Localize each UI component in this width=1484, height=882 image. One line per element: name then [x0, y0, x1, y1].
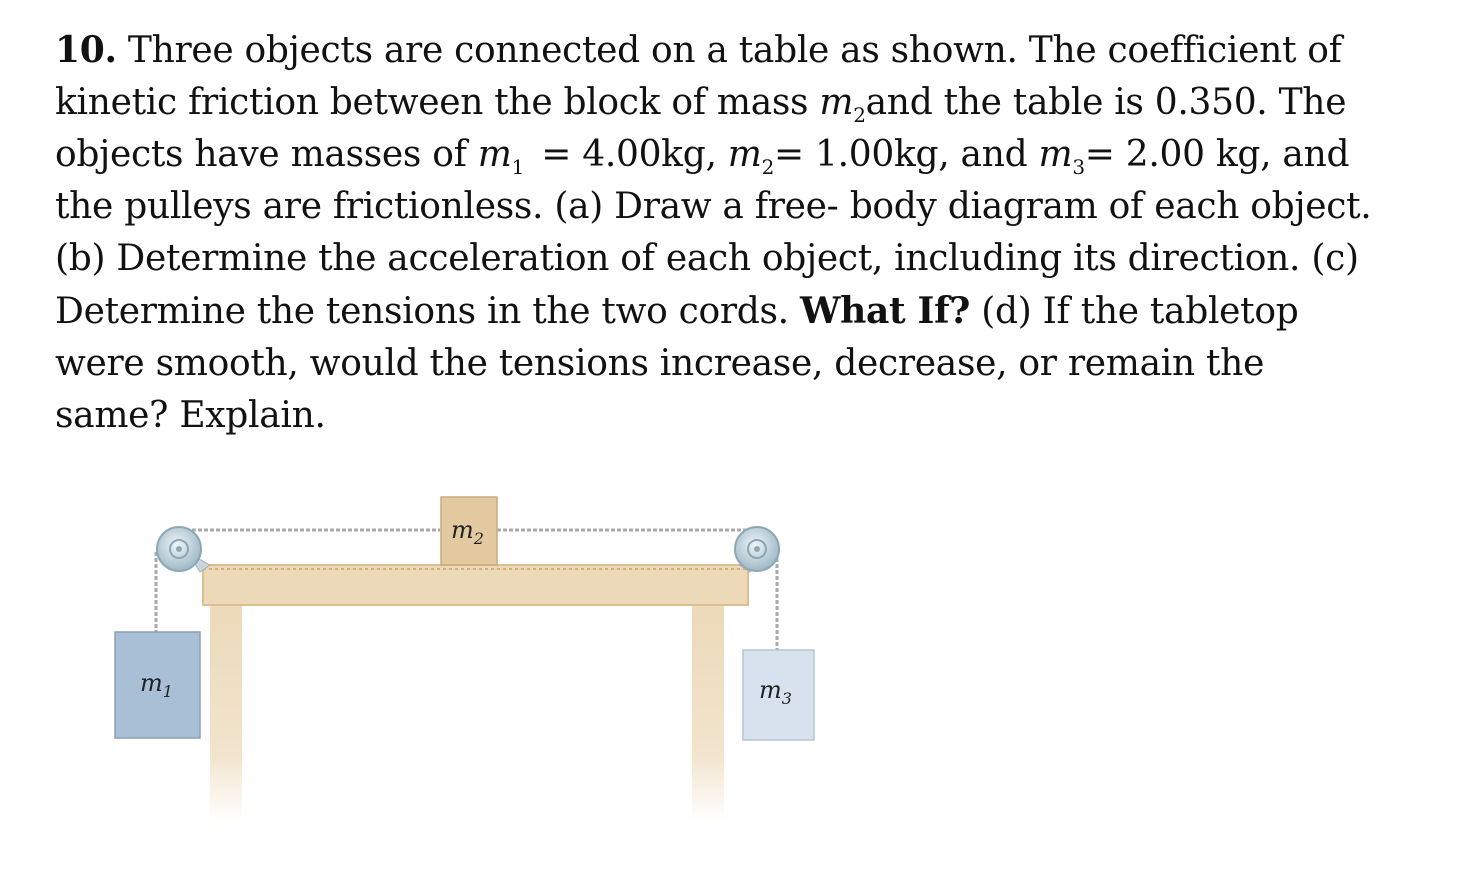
block-m3-subscript: 3 — [781, 689, 792, 708]
problem-line-3b: = 4.00kg, — [541, 134, 728, 175]
left-pulley-axle — [176, 546, 182, 552]
left-pulley — [157, 527, 201, 571]
problem-line-5: (b) Determine the acceleration of each object, including its direction. (c) — [55, 238, 1359, 279]
block-m1-subscript: 1 — [162, 682, 173, 701]
block-m2 — [441, 497, 497, 565]
problem-line-8: same? Explain. — [55, 395, 326, 436]
right-pulley — [735, 527, 779, 571]
problem-line-7: were smooth, would the tensions increase, decrease, or remain the — [55, 343, 1265, 384]
problem-line-2b: and the table is 0.350. The — [865, 82, 1347, 123]
block-m3-symbol: m — [759, 676, 782, 704]
table — [203, 565, 748, 822]
problem-line-6a: Determine the tensions in the two cords. — [55, 291, 800, 332]
block-m1 — [115, 632, 200, 738]
symbol-m: m — [819, 82, 854, 123]
table-left-leg — [210, 600, 242, 822]
table-top — [203, 565, 748, 605]
subscript-2: 2 — [761, 155, 775, 179]
block-m2-symbol: m — [451, 516, 474, 544]
what-if-label: What If? — [799, 290, 971, 332]
subscript-2: 2 — [853, 103, 866, 127]
right-pulley-axle — [754, 546, 760, 552]
problem-line-4: the pulleys are frictionless. (a) Draw a free- body diagram of each object. — [55, 186, 1372, 227]
problem-line-3d: = 2.00 kg, and — [1084, 134, 1350, 175]
problem-line-3a: objects have masses of — [55, 134, 478, 175]
problem-number: 10. — [55, 29, 117, 71]
symbol-m: m — [477, 134, 512, 175]
block-m3 — [743, 650, 814, 740]
block-m2-subscript: 2 — [473, 529, 484, 548]
subscript-3: 3 — [1072, 155, 1085, 179]
problem-line-6c: (d) If the tabletop — [970, 291, 1299, 332]
table-right-leg — [692, 600, 724, 822]
problem-line-1-text: Three objects are connected on a table as shown. The coefficient of — [127, 30, 1342, 71]
problem-line-3c: = 1.00kg, and — [774, 134, 1039, 175]
subscript-1: 1 — [511, 155, 525, 179]
problem-line-2a: kinetic friction between the block of mass — [55, 82, 820, 123]
symbol-m: m — [1038, 134, 1073, 175]
symbol-m: m — [727, 134, 762, 175]
block-m1-symbol: m — [140, 669, 163, 697]
